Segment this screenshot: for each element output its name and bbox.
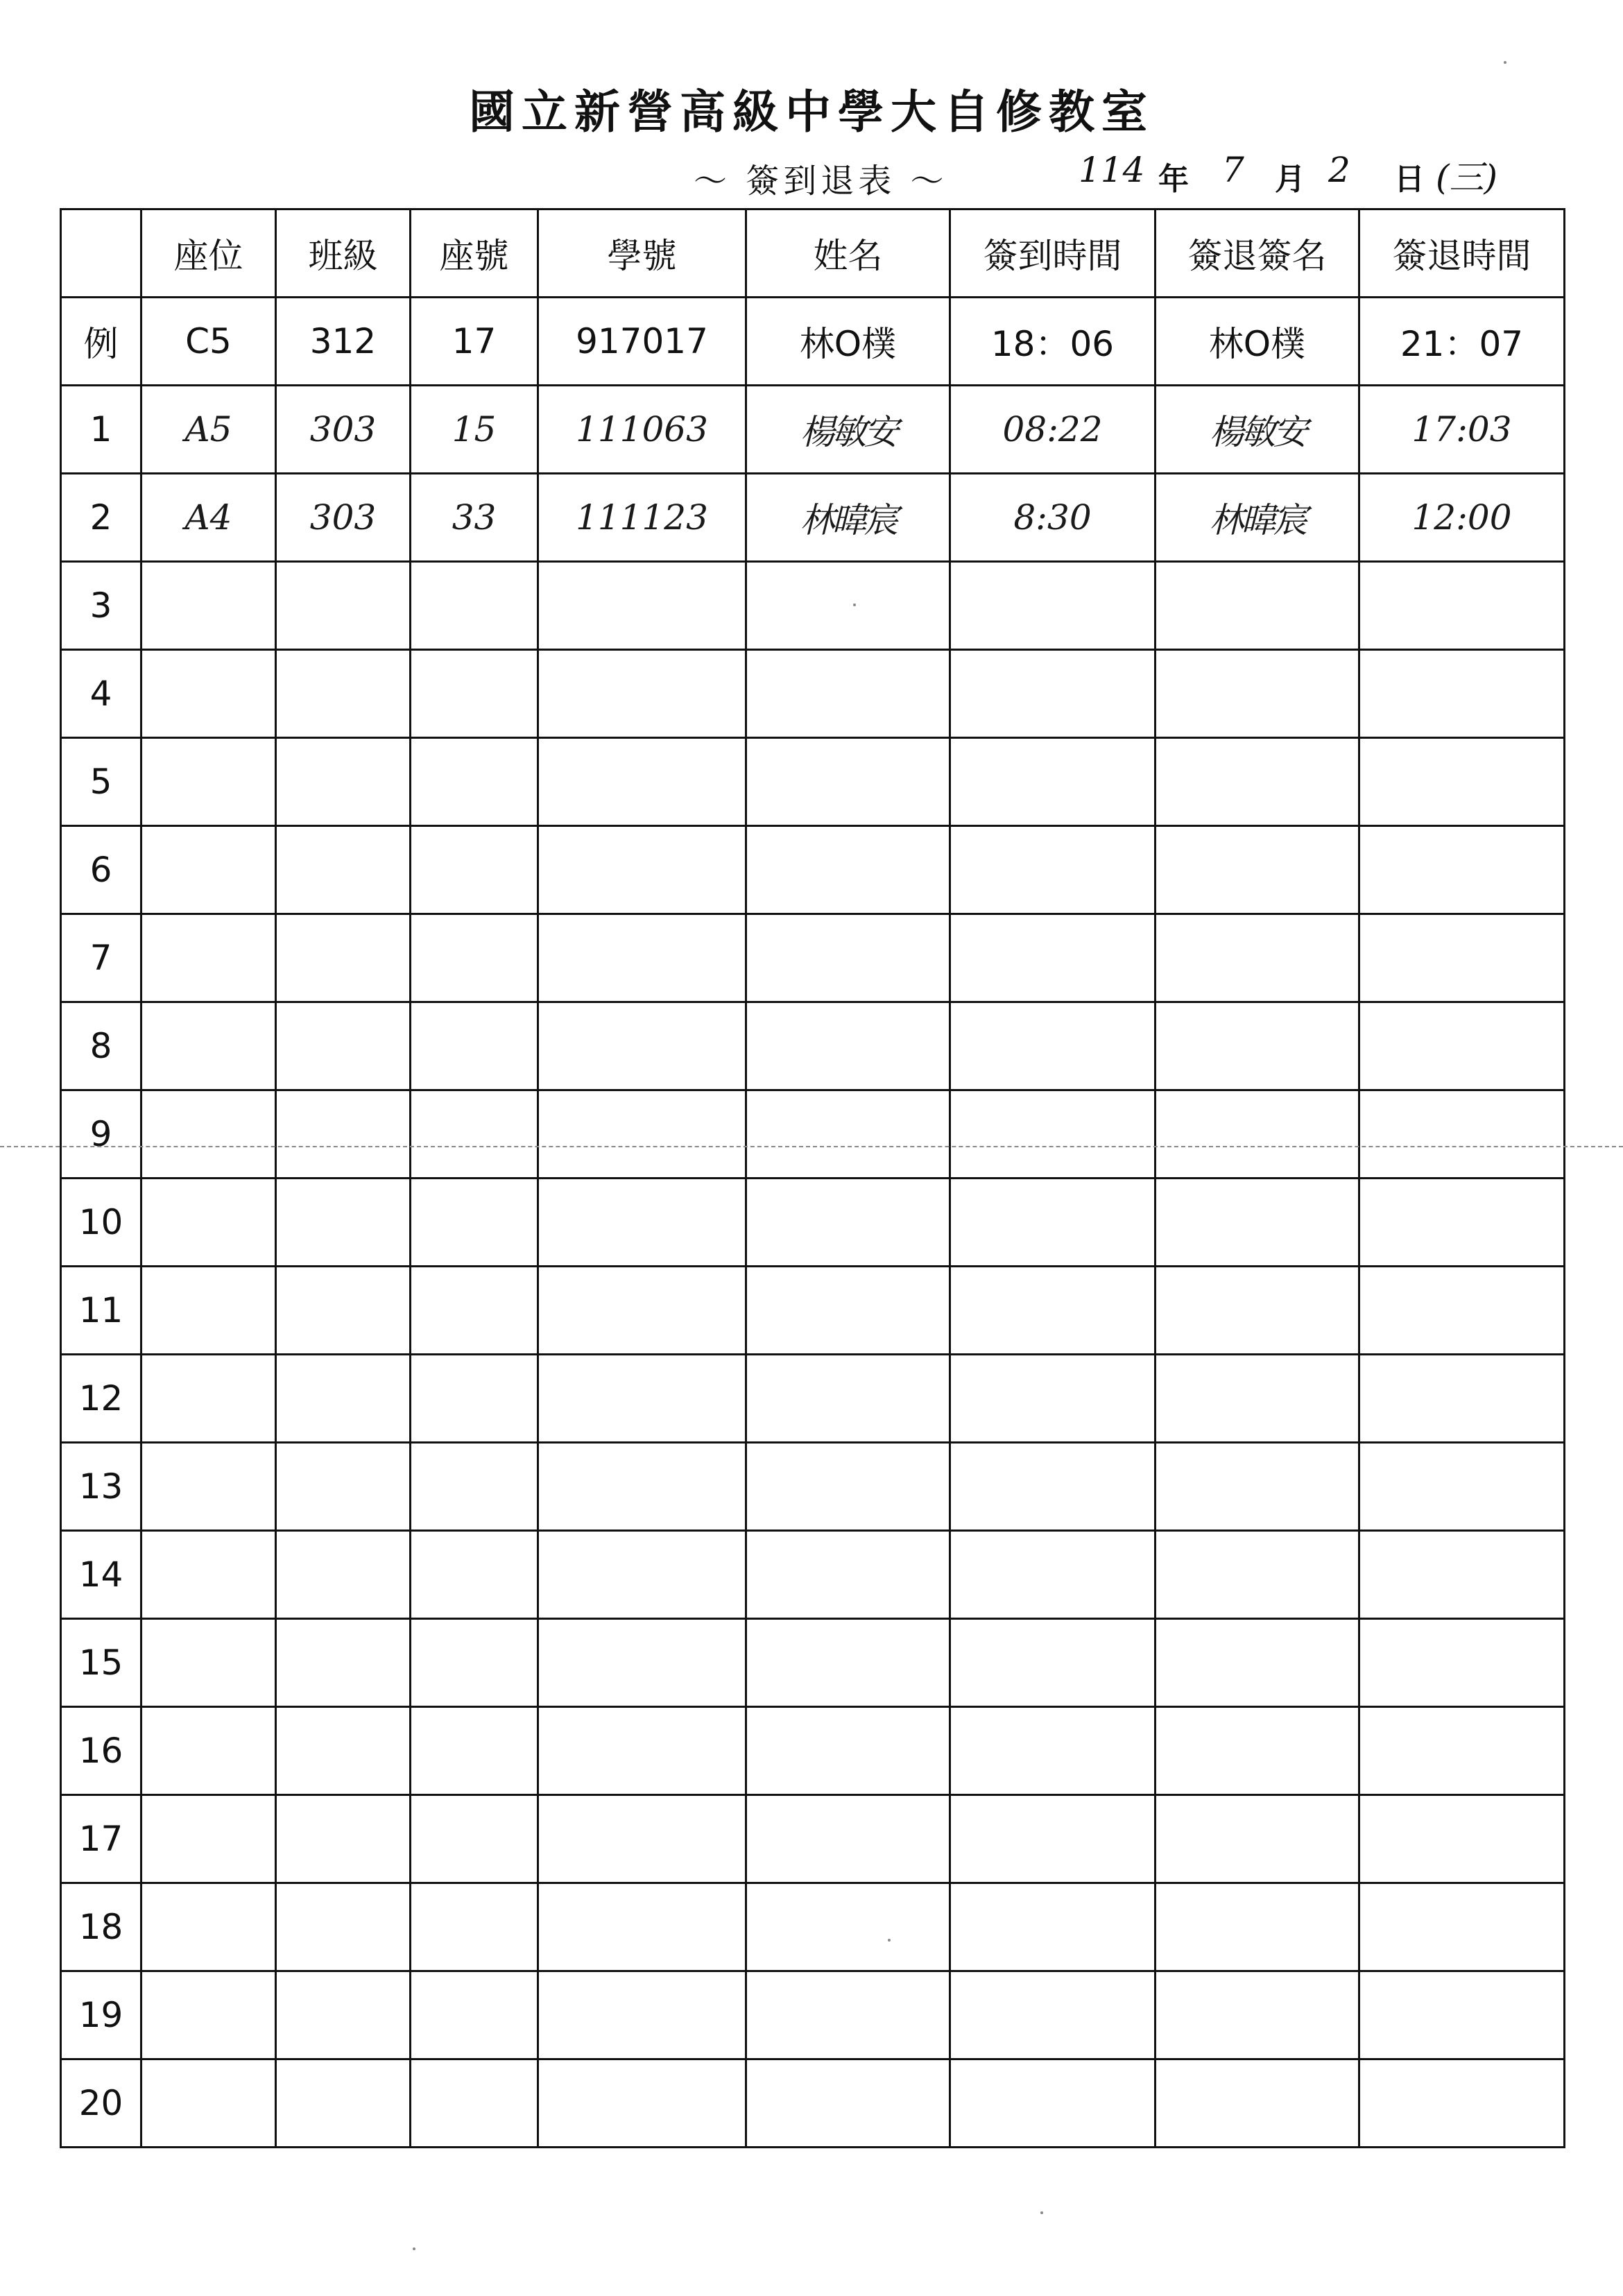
table-row [61, 562, 1565, 650]
row-number: 16 [61, 1707, 141, 1795]
cell-sign-out-signature [1156, 914, 1359, 1002]
table-row [61, 826, 1565, 914]
cell-sign-in-time [950, 738, 1156, 826]
cell-sign-out-signature [1156, 1795, 1359, 1883]
row-number: 18 [61, 1883, 141, 1971]
cell-sign-out-time [1359, 1707, 1565, 1795]
table-row [61, 1090, 1565, 1179]
cell-seat [141, 1795, 276, 1883]
cell-sign-out-time [1359, 1002, 1565, 1090]
cell-seat [141, 1355, 276, 1443]
cell-seat [141, 1619, 276, 1707]
cell-name [746, 1531, 950, 1619]
cell-name [746, 1179, 950, 1267]
date-day-label: 日 [1394, 162, 1425, 197]
cell-student-id [538, 1090, 746, 1179]
page-subtitle: ～ 簽到退表 ～ [694, 162, 948, 200]
cell-sign-out-time [1359, 650, 1565, 738]
example-row [61, 298, 1565, 386]
cell-sign-out-signature [1156, 650, 1359, 738]
cell-seat [141, 1971, 276, 2059]
cell-student-id [538, 650, 746, 738]
table-header-row [61, 209, 1565, 298]
scan-fold-line [0, 1146, 1623, 1147]
row-number: 2 [61, 474, 141, 562]
cell-sign-in-time [950, 826, 1156, 914]
cell-sign-out-time [1359, 1619, 1565, 1707]
cell-student-id [538, 826, 746, 914]
column-header-class: 班級 [276, 209, 411, 298]
cell-name [746, 1707, 950, 1795]
row-number: 19 [61, 1971, 141, 2059]
cell-sign-out-time [1359, 1795, 1565, 1883]
table-row [61, 1267, 1565, 1355]
cell-class [276, 1531, 411, 1619]
row-number: 15 [61, 1619, 141, 1707]
cell-sign-in-time: 08:22 [950, 386, 1156, 474]
scan-speck [413, 2247, 415, 2250]
example-sign-out-time: 21：07 [1359, 298, 1565, 386]
cell-seat: A5 [141, 386, 276, 474]
cell-sign-out-signature [1156, 2059, 1359, 2148]
cell-sign-out-signature [1156, 1002, 1359, 1090]
cell-sign-out-time [1359, 1179, 1565, 1267]
cell-sign-in-time [950, 1443, 1156, 1531]
cell-name [746, 1443, 950, 1531]
cell-seat [141, 1707, 276, 1795]
cell-number [411, 562, 538, 650]
cell-student-id [538, 1355, 746, 1443]
row-number: 7 [61, 914, 141, 1002]
cell-class [276, 1179, 411, 1267]
cell-number [411, 914, 538, 1002]
example-student-id: 917017 [538, 298, 746, 386]
example-number: 17 [411, 298, 538, 386]
cell-name [746, 562, 950, 650]
cell-seat: A4 [141, 474, 276, 562]
cell-sign-out-time [1359, 826, 1565, 914]
cell-sign-out-signature [1156, 738, 1359, 826]
cell-student-id [538, 1707, 746, 1795]
cell-number [411, 1355, 538, 1443]
table-row [61, 650, 1565, 738]
cell-student-id [538, 1883, 746, 1971]
cell-name [746, 1355, 950, 1443]
cell-sign-out-time: 12:00 [1359, 474, 1565, 562]
cell-sign-out-signature [1156, 1619, 1359, 1707]
date-month-label: 月 [1275, 162, 1305, 197]
cell-student-id [538, 1795, 746, 1883]
cell-student-id [538, 1531, 746, 1619]
row-number: 11 [61, 1267, 141, 1355]
cell-number [411, 1531, 538, 1619]
cell-sign-out-time [1359, 1531, 1565, 1619]
cell-class [276, 1002, 411, 1090]
cell-number [411, 1971, 538, 2059]
cell-seat [141, 1531, 276, 1619]
cell-student-id [538, 562, 746, 650]
cell-number [411, 826, 538, 914]
cell-class [276, 738, 411, 826]
cell-number [411, 1795, 538, 1883]
example-class: 312 [276, 298, 411, 386]
cell-sign-out-time [1359, 1355, 1565, 1443]
cell-sign-in-time [950, 1883, 1156, 1971]
cell-class [276, 1707, 411, 1795]
cell-sign-out-time: 17:03 [1359, 386, 1565, 474]
cell-name [746, 1090, 950, 1179]
cell-student-id [538, 1002, 746, 1090]
column-header-sign-out-signature: 簽退簽名 [1156, 209, 1359, 298]
cell-sign-out-signature [1156, 1883, 1359, 1971]
row-number: 12 [61, 1355, 141, 1443]
cell-student-id [538, 1267, 746, 1355]
table-row [61, 914, 1565, 1002]
cell-name [746, 1002, 950, 1090]
cell-class [276, 1267, 411, 1355]
cell-class [276, 1971, 411, 2059]
cell-sign-out-signature [1156, 1179, 1359, 1267]
cell-student-id [538, 1443, 746, 1531]
cell-sign-out-time [1359, 1267, 1565, 1355]
cell-seat [141, 1267, 276, 1355]
cell-name [746, 1883, 950, 1971]
cell-name [746, 1795, 950, 1883]
cell-sign-in-time [950, 1355, 1156, 1443]
cell-class [276, 1090, 411, 1179]
cell-name [746, 914, 950, 1002]
cell-name [746, 826, 950, 914]
cell-sign-out-signature [1156, 1971, 1359, 2059]
row-number: 10 [61, 1179, 141, 1267]
cell-student-id [538, 1619, 746, 1707]
table-row [61, 1002, 1565, 1090]
cell-sign-in-time [950, 914, 1156, 1002]
column-header-sign-in-time: 簽到時間 [950, 209, 1156, 298]
table-row [61, 1179, 1565, 1267]
example-sign-out-signature: 林O樸 [1156, 298, 1359, 386]
cell-number [411, 650, 538, 738]
row-number: 5 [61, 738, 141, 826]
cell-name [746, 738, 950, 826]
cell-number [411, 1443, 538, 1531]
cell-sign-out-signature: 林暐宸 [1156, 474, 1359, 562]
cell-seat [141, 1179, 276, 1267]
cell-sign-out-signature [1156, 1531, 1359, 1619]
cell-student-id [538, 1179, 746, 1267]
cell-number: 15 [411, 386, 538, 474]
column-header-name: 姓名 [746, 209, 950, 298]
cell-number [411, 1883, 538, 1971]
example-seat: C5 [141, 298, 276, 386]
cell-sign-out-signature [1156, 1707, 1359, 1795]
cell-name [746, 2059, 950, 2148]
cell-sign-out-signature [1156, 1443, 1359, 1531]
cell-class [276, 914, 411, 1002]
table-row [61, 386, 1565, 474]
example-name: 林O樸 [746, 298, 950, 386]
cell-seat [141, 562, 276, 650]
cell-class [276, 1795, 411, 1883]
cell-class [276, 2059, 411, 2148]
cell-number [411, 1619, 538, 1707]
cell-name [746, 650, 950, 738]
cell-sign-in-time [950, 650, 1156, 738]
cell-name [746, 1971, 950, 2059]
cell-number [411, 1090, 538, 1179]
cell-number [411, 738, 538, 826]
date-weekday: (三) [1436, 157, 1498, 198]
cell-sign-in-time [950, 1707, 1156, 1795]
cell-sign-out-time [1359, 914, 1565, 1002]
cell-name [746, 1619, 950, 1707]
cell-sign-out-time [1359, 1971, 1565, 2059]
cell-class: 303 [276, 386, 411, 474]
cell-number [411, 1707, 538, 1795]
table-row [61, 1355, 1565, 1443]
row-number: 1 [61, 386, 141, 474]
cell-number [411, 1267, 538, 1355]
cell-sign-out-time [1359, 1090, 1565, 1179]
cell-seat [141, 1883, 276, 1971]
example-label: 例 [61, 298, 141, 386]
cell-class [276, 1355, 411, 1443]
table-row [61, 474, 1565, 562]
date-year-label: 年 [1158, 162, 1189, 197]
cell-sign-in-time [950, 1002, 1156, 1090]
table-row [61, 1619, 1565, 1707]
column-header-number: 座號 [411, 209, 538, 298]
table-row [61, 1883, 1565, 1971]
cell-sign-out-signature [1156, 562, 1359, 650]
column-header-seat: 座位 [141, 209, 276, 298]
row-number: 3 [61, 562, 141, 650]
table-row [61, 1971, 1565, 2059]
row-number: 17 [61, 1795, 141, 1883]
cell-sign-out-signature: 楊敏安 [1156, 386, 1359, 474]
row-number: 20 [61, 2059, 141, 2148]
cell-class [276, 826, 411, 914]
cell-seat [141, 2059, 276, 2148]
table-row [61, 2059, 1565, 2148]
date-year: 114 [1079, 150, 1145, 190]
table-row [61, 1443, 1565, 1531]
cell-class: 303 [276, 474, 411, 562]
cell-number [411, 2059, 538, 2148]
date-month: 7 [1222, 150, 1244, 190]
cell-sign-out-time [1359, 2059, 1565, 2148]
cell-student-id [538, 1971, 746, 2059]
row-number: 9 [61, 1090, 141, 1179]
cell-sign-in-time [950, 1090, 1156, 1179]
scan-speck [888, 1939, 891, 1942]
cell-student-id [538, 914, 746, 1002]
sign-in-out-table [60, 208, 1565, 2148]
cell-class [276, 1619, 411, 1707]
cell-student-id: 111063 [538, 386, 746, 474]
cell-sign-out-time [1359, 562, 1565, 650]
cell-sign-in-time [950, 1795, 1156, 1883]
row-number: 8 [61, 1002, 141, 1090]
cell-seat [141, 738, 276, 826]
cell-student-id: 111123 [538, 474, 746, 562]
table-row [61, 1531, 1565, 1619]
cell-sign-out-time [1359, 738, 1565, 826]
cell-number: 33 [411, 474, 538, 562]
cell-sign-in-time: 8:30 [950, 474, 1156, 562]
cell-name [746, 1267, 950, 1355]
cell-class [276, 1443, 411, 1531]
page-title: 國立新營高級中學大自修教室 [469, 85, 1154, 139]
cell-seat [141, 1002, 276, 1090]
scan-speck [853, 603, 856, 606]
date-day: 2 [1328, 150, 1350, 190]
cell-seat [141, 1443, 276, 1531]
cell-sign-out-signature [1156, 1267, 1359, 1355]
cell-sign-in-time [950, 2059, 1156, 2148]
table-row [61, 738, 1565, 826]
cell-sign-out-time [1359, 1443, 1565, 1531]
row-number: 14 [61, 1531, 141, 1619]
cell-name: 林暐宸 [746, 474, 950, 562]
column-header-sign-out-time: 簽退時間 [1359, 209, 1565, 298]
column-header-student-id: 學號 [538, 209, 746, 298]
row-number: 6 [61, 826, 141, 914]
cell-number [411, 1002, 538, 1090]
cell-class [276, 650, 411, 738]
column-header-index [61, 209, 141, 298]
cell-sign-in-time [950, 1179, 1156, 1267]
row-number: 4 [61, 650, 141, 738]
cell-seat [141, 826, 276, 914]
cell-class [276, 1883, 411, 1971]
cell-seat [141, 1090, 276, 1179]
table-row [61, 1707, 1565, 1795]
cell-sign-out-signature [1156, 1355, 1359, 1443]
cell-student-id [538, 2059, 746, 2148]
cell-sign-out-signature [1156, 826, 1359, 914]
cell-sign-out-time [1359, 1883, 1565, 1971]
cell-student-id [538, 738, 746, 826]
table-row [61, 1795, 1565, 1883]
cell-sign-in-time [950, 1531, 1156, 1619]
cell-sign-in-time [950, 1971, 1156, 2059]
cell-sign-in-time [950, 562, 1156, 650]
cell-class [276, 562, 411, 650]
cell-name: 楊敏安 [746, 386, 950, 474]
cell-sign-out-signature [1156, 1090, 1359, 1179]
cell-number [411, 1179, 538, 1267]
example-sign-in-time: 18：06 [950, 298, 1156, 386]
cell-sign-in-time [950, 1619, 1156, 1707]
cell-seat [141, 914, 276, 1002]
row-number: 13 [61, 1443, 141, 1531]
cell-seat [141, 650, 276, 738]
scan-speck [1504, 61, 1506, 64]
cell-sign-in-time [950, 1267, 1156, 1355]
scan-speck [1040, 2211, 1043, 2214]
